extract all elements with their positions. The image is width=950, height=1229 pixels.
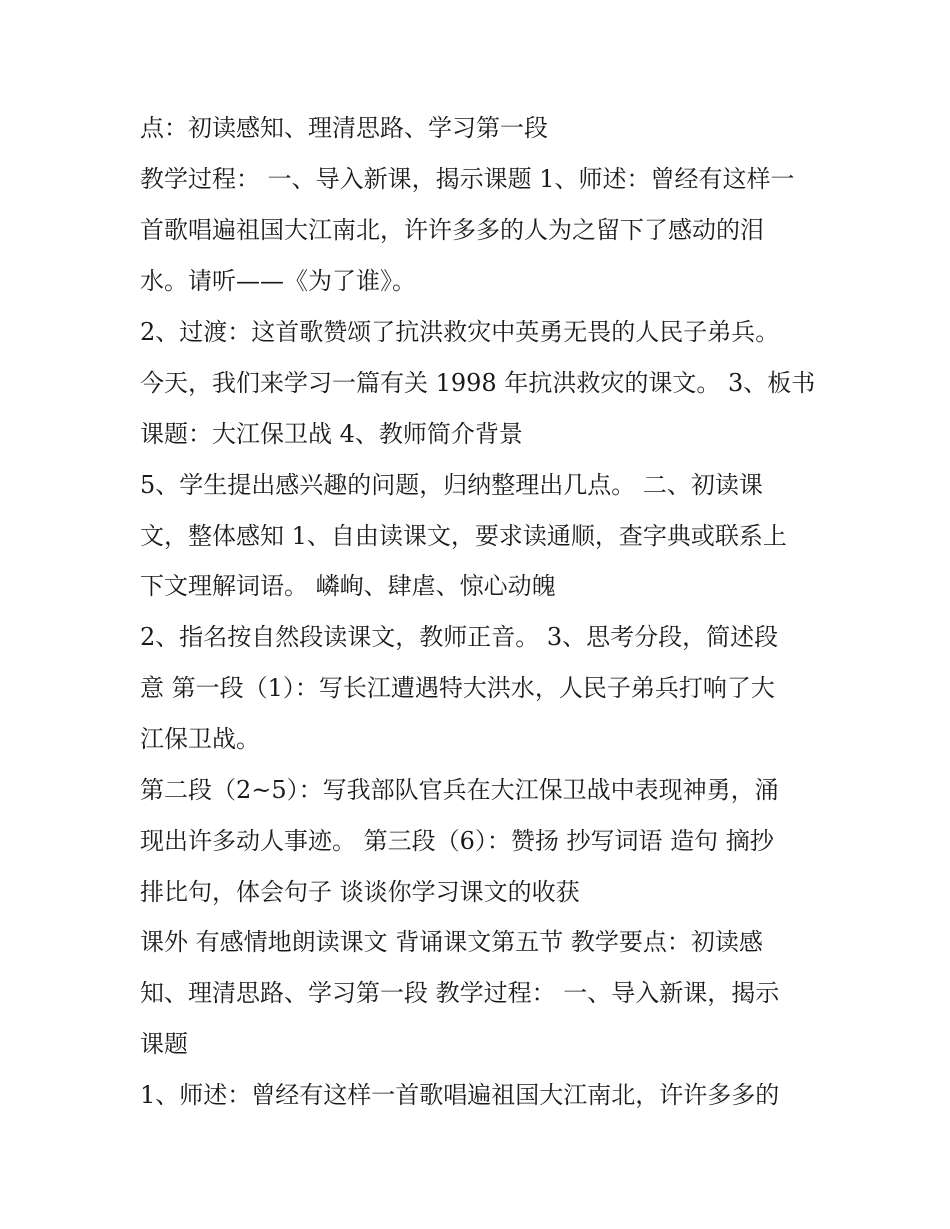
text-line: 水。请听——《为了谁》。 <box>140 267 416 295</box>
text-line: 点：初读感知、理清思路、学习第一段 <box>140 114 548 142</box>
text-line: 5、学生提出感兴趣的问题，归纳整理出几点。 二、初读课 <box>140 471 763 499</box>
text-line: 下文理解词语。 嶙峋、肆虐、惊心动魄 <box>140 572 556 600</box>
text-line: 第二段（2~5）：写我部队官兵在大江保卫战中表现神勇，涌 <box>140 776 779 804</box>
text-line: 现出许多动人事迹。 第三段（6）：赞扬 抄写词语 造句 摘抄 <box>140 827 774 855</box>
text-line: 1、师述：曾经有这样一首歌唱遍祖国大江南北，许许多多的 <box>140 1081 780 1109</box>
text-line: 教学过程： 一、导入新课，揭示课题 1、师述：曾经有这样一 <box>140 165 795 193</box>
text-line: 课题 <box>140 1030 188 1058</box>
text-line: 课外 有感情地朗读课文 背诵课文第五节 教学要点：初读感 <box>140 928 763 956</box>
text-line: 今天，我们来学习一篇有关 1998 年抗洪救灾的课文。 3、板书 <box>140 369 816 397</box>
text-line: 排比句，体会句子 谈谈你学习课文的收获 <box>140 878 580 906</box>
text-line: 2、指名按自然段读课文，教师正音。 3、思考分段，简述段 <box>140 623 779 651</box>
text-line: 知、理清思路、学习第一段 教学过程： 一、导入新课，揭示 <box>140 979 780 1007</box>
text-line: 江保卫战。 <box>140 725 260 753</box>
text-line: 文，整体感知 1、自由读课文，要求读通顺，查字典或联系上 <box>140 522 787 550</box>
text-line: 意 第一段（1）：写长江遭遇特大洪水，人民子弟兵打响了大 <box>140 674 775 702</box>
text-line: 首歌唱遍祖国大江南北，许许多多的人为之留下了感动的泪 <box>140 216 764 244</box>
text-line: 2、过渡：这首歌赞颂了抗洪救灾中英勇无畏的人民子弟兵。 <box>140 318 780 346</box>
text-line: 课题：大江保卫战 4、教师简介背景 <box>140 420 523 448</box>
